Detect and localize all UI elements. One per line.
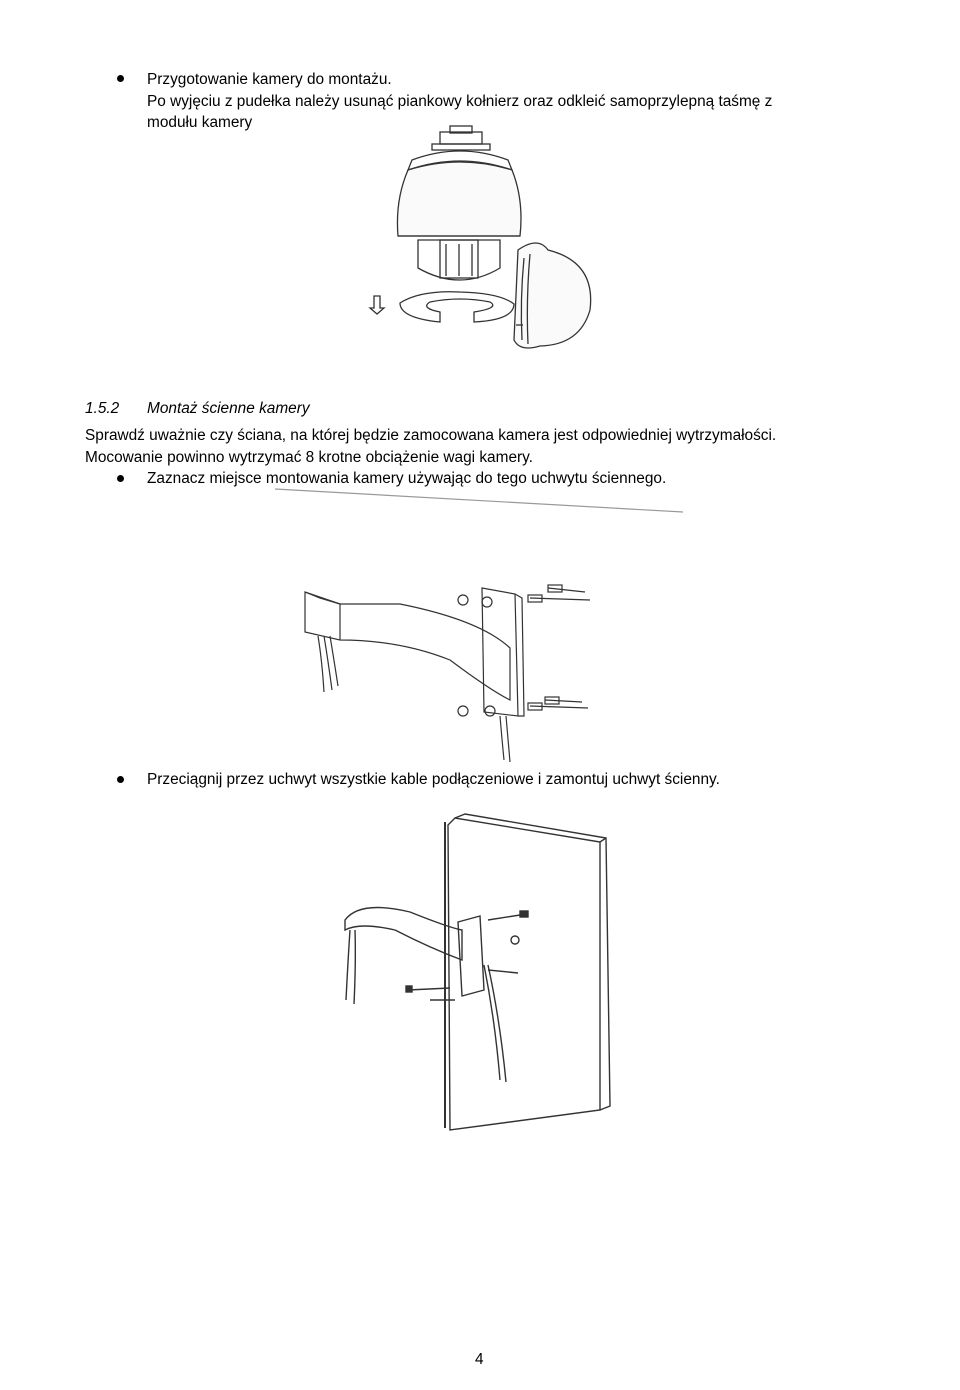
section-title: Montaż ścienne kamery <box>147 400 310 417</box>
wall-paragraph-line: Mocowanie powinno wytrzymać 8 krotne obciążenie wagi kamery. <box>85 449 533 466</box>
section-number: 1.5.2 <box>85 400 120 417</box>
prep-bullet-title: Przygotowanie kamery do montażu. <box>147 71 392 88</box>
wall-paragraph-line: Sprawdź uważnie czy ściana, na której będzie zamocowana kamera jest odpowiedniej wytrzymałości. <box>85 427 777 444</box>
page-number: 4 <box>475 1351 484 1368</box>
prep-text-line: Po wyjęciu z pudełka należy usunąć piankowy kołnierz oraz odkleić samoprzylepną taśmę z <box>147 93 773 110</box>
prep-text-line: modułu kamery <box>147 114 253 131</box>
mark-position-bullet: Zaznacz miejsce montowania kamery używając do tego uchwytu ściennego. <box>147 470 667 487</box>
cables-bullet: Przeciągnij przez uchwyt wszystkie kable podłączeniowe i zamontuj uchwyt ścienny. <box>147 771 720 788</box>
